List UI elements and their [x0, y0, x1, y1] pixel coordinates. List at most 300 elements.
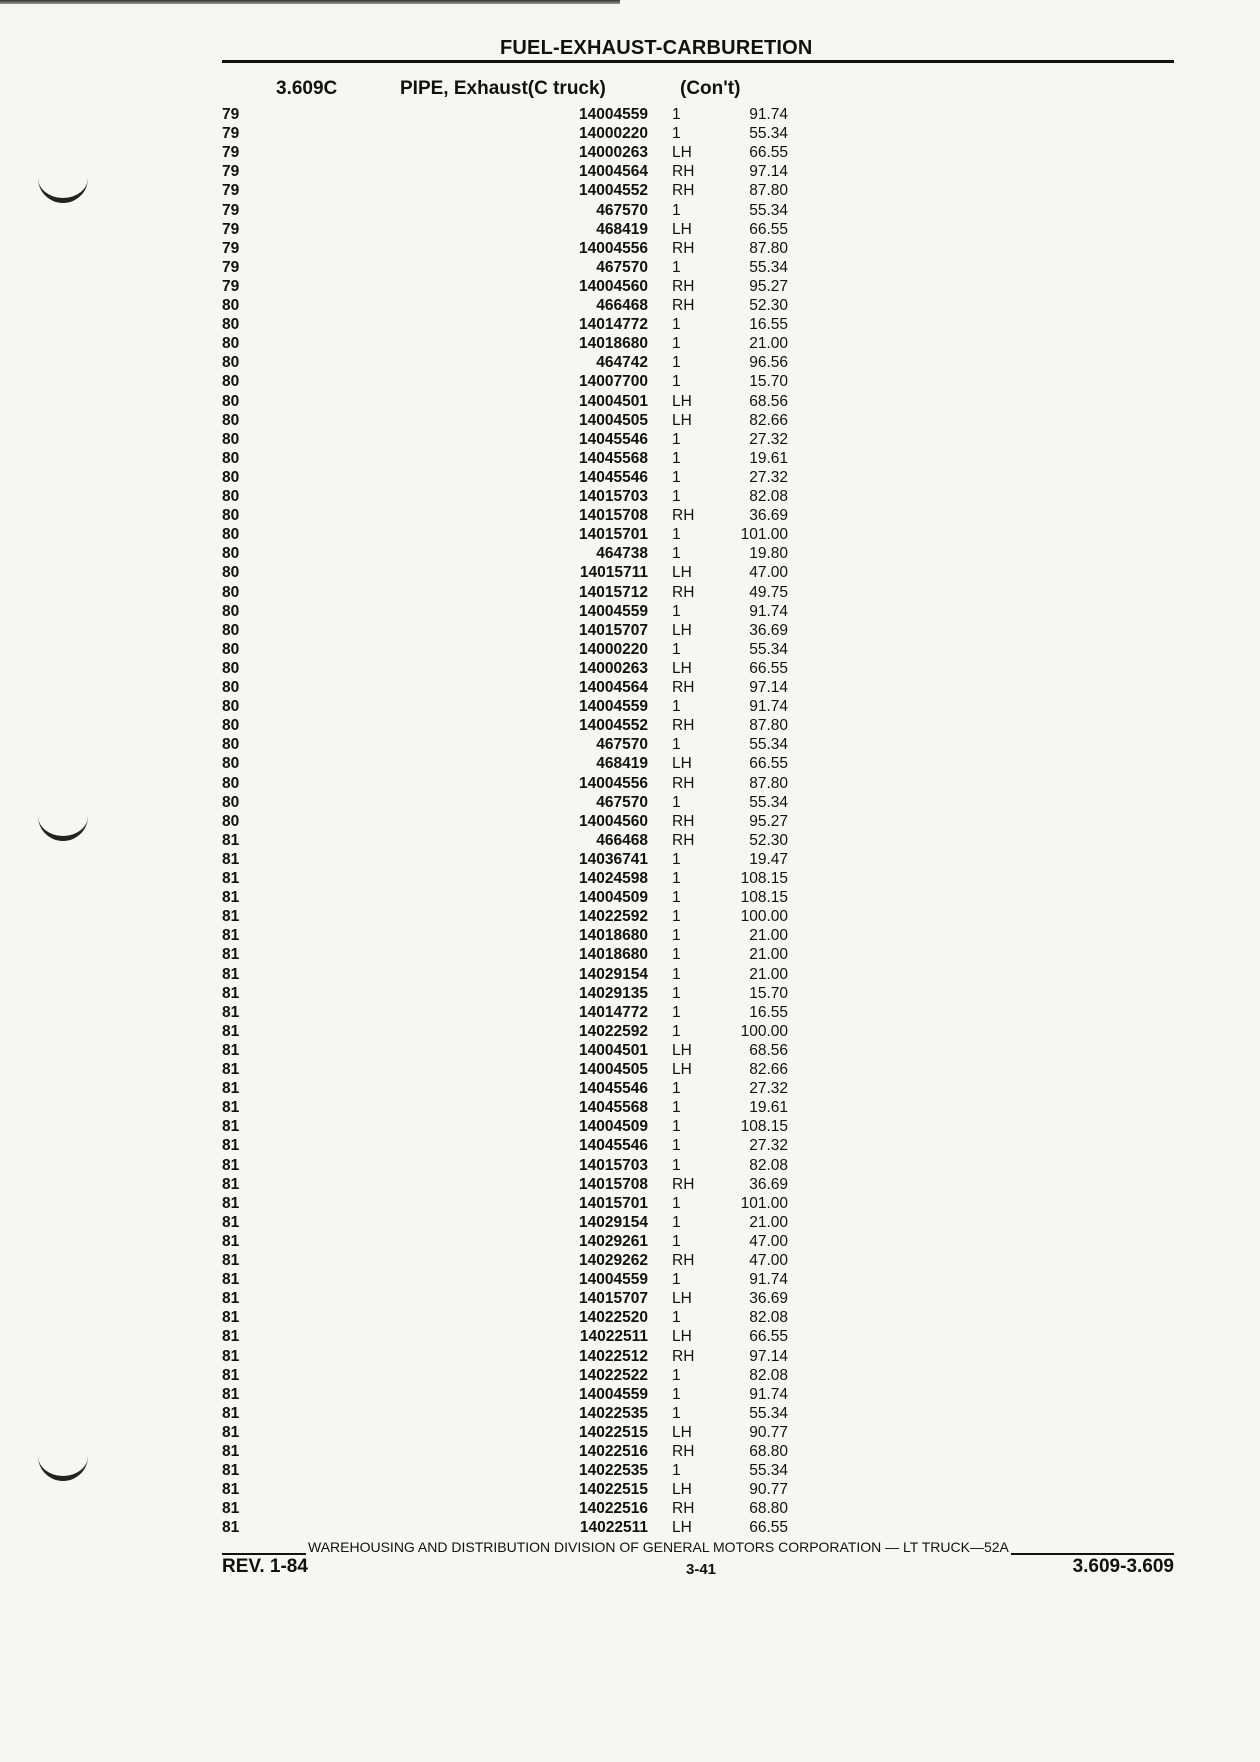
list-item [0, 1175, 1260, 1194]
list-item [0, 1385, 1260, 1404]
model-year: 80 [222, 564, 240, 582]
price: 108.15 [740, 889, 788, 907]
part-number: 14015711 [579, 564, 648, 582]
quantity: 1 [672, 545, 681, 563]
part-number: 466468 [596, 831, 648, 849]
list-item [0, 1518, 1260, 1537]
part-number: 14000263 [579, 659, 648, 677]
list-item [0, 372, 1260, 391]
quantity: 1 [672, 1194, 681, 1212]
list-item [0, 1289, 1260, 1308]
model-year: 80 [222, 640, 240, 658]
list-item [0, 1347, 1260, 1366]
part-number: 14015707 [579, 621, 648, 639]
part-number: 14045546 [579, 1137, 648, 1155]
list-item [0, 1022, 1260, 1041]
part-number: 14004552 [579, 182, 648, 200]
price: 87.80 [749, 239, 788, 257]
price: 91.74 [749, 602, 788, 620]
quantity: 1 [672, 984, 681, 1002]
part-number: 14029154 [579, 965, 648, 983]
quantity: RH [672, 774, 695, 792]
price: 87.80 [749, 774, 788, 792]
quantity: LH [672, 1423, 692, 1441]
top-edge-rule [0, 0, 620, 4]
quantity: LH [672, 1290, 692, 1308]
quantity: 1 [672, 1385, 681, 1403]
price: 82.66 [749, 411, 788, 429]
model-year: 81 [222, 1366, 240, 1384]
part-number: 14029262 [579, 1252, 648, 1269]
part-number: 14015712 [579, 583, 648, 601]
part-number: 14000263 [579, 144, 648, 162]
part-number: 468419 [596, 755, 648, 773]
model-year: 81 [222, 1061, 240, 1078]
price: 66.55 [749, 1328, 788, 1346]
price: 16.55 [749, 1003, 788, 1021]
part-number: 464738 [596, 545, 648, 563]
group-header [276, 78, 740, 100]
model-year: 80 [222, 774, 240, 792]
price: 66.55 [749, 755, 788, 773]
price: 55.34 [749, 201, 788, 219]
part-number: 14000220 [579, 125, 648, 143]
quantity: RH [672, 239, 695, 257]
quantity: 1 [672, 640, 681, 658]
quantity: LH [672, 411, 692, 429]
part-number: 14004559 [579, 106, 648, 123]
price: 21.00 [749, 965, 788, 983]
list-item [0, 640, 1260, 659]
list-item [0, 487, 1260, 506]
part-number: 14022511 [579, 1519, 648, 1537]
model-year: 79 [222, 106, 240, 123]
part-number: 14015708 [579, 1175, 648, 1193]
list-item [0, 1117, 1260, 1136]
model-year: 80 [222, 679, 240, 696]
model-year: 80 [222, 698, 240, 716]
model-year: 81 [222, 1213, 240, 1231]
price: 49.75 [749, 583, 788, 601]
part-number: 14022592 [579, 1022, 648, 1040]
list-item [0, 1404, 1260, 1423]
list-item [0, 888, 1260, 907]
list-item [0, 735, 1260, 754]
quantity: RH [672, 1175, 695, 1193]
model-year: 81 [222, 870, 240, 887]
model-year: 81 [222, 908, 240, 926]
price: 21.00 [749, 1213, 788, 1231]
quantity: RH [672, 831, 695, 849]
model-year: 81 [222, 965, 240, 983]
model-year: 81 [222, 1156, 240, 1174]
revision-label: REV. 1-84 [222, 1556, 308, 1577]
price: 91.74 [749, 698, 788, 716]
price: 19.47 [749, 850, 788, 868]
price: 55.34 [749, 125, 788, 143]
list-item [0, 831, 1260, 850]
list-item [0, 296, 1260, 315]
part-number: 14022512 [579, 1347, 648, 1365]
list-item [0, 1251, 1260, 1270]
model-year: 81 [222, 1481, 240, 1499]
model-year: 80 [222, 755, 240, 773]
model-year: 80 [222, 468, 240, 486]
list-item [0, 1079, 1260, 1098]
price: 66.55 [749, 1519, 788, 1537]
quantity: 1 [672, 430, 681, 448]
price: 96.56 [749, 354, 788, 372]
model-year: 80 [222, 812, 240, 830]
list-item [0, 1213, 1260, 1232]
part-number: 14004564 [579, 163, 648, 181]
model-year: 81 [222, 927, 240, 945]
model-year: 81 [222, 1252, 240, 1269]
model-year: 81 [222, 1519, 240, 1537]
footer-banner [222, 1539, 1174, 1555]
page-number: 3-41 [686, 1561, 717, 1578]
quantity: 1 [672, 1099, 681, 1117]
part-number: 14018680 [579, 335, 648, 353]
quantity: 1 [672, 258, 681, 276]
quantity: 1 [672, 449, 681, 467]
list-item [0, 411, 1260, 430]
model-year: 81 [222, 1041, 240, 1059]
list-item [0, 468, 1260, 487]
price: 47.00 [749, 1252, 788, 1269]
quantity: 1 [672, 1271, 681, 1289]
part-number: 14022535 [579, 1404, 648, 1422]
price: 66.55 [749, 220, 788, 238]
model-year: 81 [222, 1175, 240, 1193]
group-continued: (Con't) [680, 78, 741, 99]
part-number: 14004501 [579, 392, 648, 410]
footer-rule [222, 1544, 306, 1555]
quantity: LH [672, 1481, 692, 1499]
model-year: 80 [222, 373, 240, 391]
quantity: 1 [672, 1366, 681, 1384]
quantity: LH [672, 659, 692, 677]
list-item [0, 1499, 1260, 1518]
price: 82.08 [749, 1309, 788, 1327]
price: 15.70 [749, 984, 788, 1002]
list-item [0, 621, 1260, 640]
price: 21.00 [749, 927, 788, 945]
part-number: 14022592 [579, 908, 648, 926]
list-item [0, 258, 1260, 277]
model-year: 80 [222, 430, 240, 448]
list-item [0, 277, 1260, 296]
quantity: 1 [672, 373, 681, 391]
model-year: 81 [222, 1194, 240, 1212]
price: 87.80 [749, 182, 788, 200]
price: 16.55 [749, 316, 788, 334]
price: 68.56 [749, 392, 788, 410]
price: 27.32 [749, 468, 788, 486]
part-number: 14022516 [579, 1443, 648, 1460]
model-year: 81 [222, 1232, 240, 1250]
quantity: RH [672, 1252, 695, 1269]
quantity: RH [672, 1500, 695, 1518]
part-number: 14004560 [579, 277, 648, 295]
price: 90.77 [749, 1481, 788, 1499]
price: 82.08 [749, 488, 788, 505]
model-year: 80 [222, 545, 240, 563]
model-year: 80 [222, 526, 240, 544]
price: 97.14 [749, 163, 788, 181]
quantity: 1 [672, 106, 681, 123]
price: 55.34 [749, 640, 788, 658]
list-item [0, 583, 1260, 602]
quantity: LH [672, 621, 692, 639]
part-number: 14024598 [579, 870, 648, 887]
model-year: 80 [222, 316, 240, 334]
title-rule [222, 60, 1174, 63]
price: 47.00 [749, 1232, 788, 1250]
quantity: 1 [672, 526, 681, 544]
part-number: 14004509 [579, 1118, 648, 1136]
price: 100.00 [740, 908, 788, 926]
model-year: 80 [222, 621, 240, 639]
price: 21.00 [749, 946, 788, 964]
list-item [0, 544, 1260, 563]
part-number: 14022520 [579, 1309, 648, 1327]
list-item [0, 1060, 1260, 1079]
quantity: LH [672, 1041, 692, 1059]
part-number: 14045546 [579, 430, 648, 448]
part-number: 14022515 [579, 1423, 648, 1441]
list-item [0, 105, 1260, 124]
quantity: LH [672, 755, 692, 773]
list-item [0, 201, 1260, 220]
price: 68.80 [749, 1500, 788, 1518]
quantity: 1 [672, 965, 681, 983]
part-number: 14004509 [579, 889, 648, 907]
quantity: 1 [672, 335, 681, 353]
quantity: 1 [672, 850, 681, 868]
quantity: RH [672, 1443, 695, 1460]
part-number: 468419 [596, 220, 648, 238]
model-year: 80 [222, 488, 240, 505]
price: 52.30 [749, 297, 788, 314]
model-year: 79 [222, 144, 240, 162]
price: 19.61 [749, 1099, 788, 1117]
part-number: 14045546 [579, 1080, 648, 1098]
quantity: 1 [672, 1118, 681, 1136]
quantity: 1 [672, 201, 681, 219]
price: 52.30 [749, 831, 788, 849]
list-item [0, 563, 1260, 582]
quantity: 1 [672, 316, 681, 334]
price: 90.77 [749, 1423, 788, 1441]
price: 97.14 [749, 679, 788, 696]
quantity: 1 [672, 793, 681, 811]
model-year: 81 [222, 1309, 240, 1327]
part-number: 14022511 [579, 1328, 648, 1346]
list-item [0, 392, 1260, 411]
model-year: 80 [222, 335, 240, 353]
model-year: 81 [222, 1080, 240, 1098]
part-number: 14004552 [579, 717, 648, 735]
part-number: 14004564 [579, 679, 648, 696]
price: 27.32 [749, 1080, 788, 1098]
quantity: 1 [672, 488, 681, 505]
price: 91.74 [749, 1385, 788, 1403]
list-item [0, 659, 1260, 678]
list-item [0, 1136, 1260, 1155]
list-item [0, 1423, 1260, 1442]
quantity: 1 [672, 1003, 681, 1021]
part-number: 14000220 [579, 640, 648, 658]
price: 27.32 [749, 430, 788, 448]
model-year: 80 [222, 583, 240, 601]
list-item [0, 869, 1260, 888]
quantity: RH [672, 297, 695, 314]
list-item [0, 1461, 1260, 1480]
quantity: RH [672, 277, 695, 295]
list-item [0, 1003, 1260, 1022]
quantity: RH [672, 583, 695, 601]
part-number: 14018680 [579, 946, 648, 964]
list-item [0, 525, 1260, 544]
price: 82.08 [749, 1366, 788, 1384]
quantity: 1 [672, 736, 681, 754]
list-item [0, 850, 1260, 869]
price: 91.74 [749, 106, 788, 123]
model-year: 79 [222, 277, 240, 295]
part-number: 14029154 [579, 1213, 648, 1231]
price: 15.70 [749, 373, 788, 391]
price: 108.15 [740, 1118, 788, 1136]
part-number: 14029261 [579, 1232, 648, 1250]
price: 68.80 [749, 1443, 788, 1460]
group-description: PIPE, Exhaust(C truck) [400, 78, 606, 99]
list-item [0, 1041, 1260, 1060]
price: 19.80 [749, 545, 788, 563]
list-item [0, 754, 1260, 773]
price: 101.00 [740, 526, 788, 544]
part-number: 14004559 [579, 698, 648, 716]
model-year: 81 [222, 1423, 240, 1441]
quantity: RH [672, 163, 695, 181]
list-item [0, 143, 1260, 162]
price: 21.00 [749, 335, 788, 353]
quantity: 1 [672, 1137, 681, 1155]
list-item [0, 602, 1260, 621]
list-item [0, 506, 1260, 525]
quantity: RH [672, 679, 695, 696]
price: 101.00 [740, 1194, 788, 1212]
quantity: 1 [672, 908, 681, 926]
model-year: 81 [222, 831, 240, 849]
model-year: 79 [222, 163, 240, 181]
model-year: 79 [222, 220, 240, 238]
list-item [0, 793, 1260, 812]
part-number: 14004501 [579, 1041, 648, 1059]
list-item [0, 353, 1260, 372]
model-year: 81 [222, 1271, 240, 1289]
model-year: 81 [222, 1022, 240, 1040]
list-item [0, 315, 1260, 334]
price: 91.74 [749, 1271, 788, 1289]
part-number: 466468 [596, 297, 648, 314]
price: 55.34 [749, 1462, 788, 1480]
quantity: 1 [672, 1232, 681, 1250]
part-number: 14014772 [579, 1003, 648, 1021]
part-number: 14004560 [579, 812, 648, 830]
price: 27.32 [749, 1137, 788, 1155]
quantity: 1 [672, 468, 681, 486]
price: 87.80 [749, 717, 788, 735]
model-year: 80 [222, 297, 240, 314]
part-number: 14014772 [579, 316, 648, 334]
part-number: 14022535 [579, 1462, 648, 1480]
part-number: 14045568 [579, 449, 648, 467]
model-year: 80 [222, 717, 240, 735]
list-item [0, 162, 1260, 181]
model-year: 81 [222, 1404, 240, 1422]
price: 55.34 [749, 258, 788, 276]
list-item [0, 716, 1260, 735]
model-year: 81 [222, 1462, 240, 1480]
part-number: 14015703 [579, 1156, 648, 1174]
list-item [0, 124, 1260, 143]
list-item [0, 181, 1260, 200]
list-item [0, 239, 1260, 258]
part-number: 14004559 [579, 1385, 648, 1403]
part-number: 14029135 [579, 984, 648, 1002]
model-year: 81 [222, 1328, 240, 1346]
quantity: 1 [672, 1213, 681, 1231]
quantity: 1 [672, 1080, 681, 1098]
part-number: 14036741 [579, 850, 648, 868]
quantity: 1 [672, 1309, 681, 1327]
quantity: LH [672, 144, 692, 162]
part-number: 14004505 [579, 1061, 648, 1078]
model-year: 80 [222, 659, 240, 677]
part-number: 14004559 [579, 1271, 648, 1289]
model-year: 81 [222, 984, 240, 1002]
model-year: 81 [222, 1003, 240, 1021]
part-number: 14022516 [579, 1500, 648, 1518]
price: 97.14 [749, 1347, 788, 1365]
quantity: LH [672, 1519, 692, 1537]
price: 82.08 [749, 1156, 788, 1174]
part-number: 14007700 [579, 373, 648, 391]
quantity: LH [672, 392, 692, 410]
price: 108.15 [740, 870, 788, 887]
quantity: 1 [672, 354, 681, 372]
model-year: 79 [222, 182, 240, 200]
quantity: LH [672, 1061, 692, 1078]
model-year: 81 [222, 946, 240, 964]
part-number: 14004556 [579, 239, 648, 257]
price: 47.00 [749, 564, 788, 582]
quantity: RH [672, 812, 695, 830]
part-number: 14022515 [579, 1481, 648, 1499]
price: 66.55 [749, 659, 788, 677]
list-item [0, 1480, 1260, 1499]
model-year: 81 [222, 1099, 240, 1117]
quantity: LH [672, 564, 692, 582]
model-year: 80 [222, 392, 240, 410]
part-number: 14015707 [579, 1290, 648, 1308]
model-year: 81 [222, 1347, 240, 1365]
part-number: 14015701 [579, 1194, 648, 1212]
model-year: 80 [222, 793, 240, 811]
list-item [0, 1327, 1260, 1346]
part-number: 14004559 [579, 602, 648, 620]
